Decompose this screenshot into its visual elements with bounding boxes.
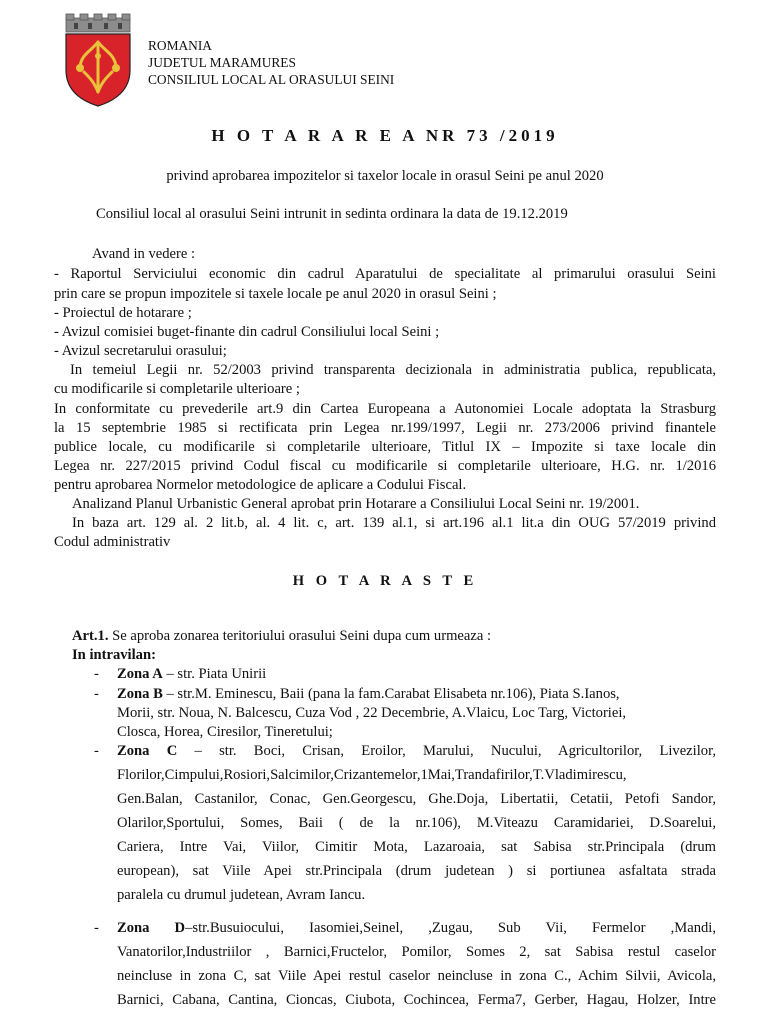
zone-c-line5: Cariera, Intre Vai, Viilor, Cimitir Mota, Lazaroaia, sat Sabisa str.Principala (drum (117, 839, 716, 855)
conformity-line3: publice locale, cu modificarile si completarile ulterioare, Titlul IX – Impozite si taxe locale din (54, 439, 716, 455)
zone-b-line2: Morii, str. Noua, N. Balcescu, Cuza Vod , 22 Decembrie, A.Vlaicu, Loc Targ, Victoriei, (117, 705, 627, 721)
header-country: ROMANIA (148, 38, 212, 53)
zone-a-label: Zona A (117, 666, 163, 682)
document-subtitle: privind aprobarea impozitelor si taxelor locale in orasul Seini pe anul 2020 (166, 168, 604, 184)
article-1-label: Art.1. (72, 628, 109, 644)
zone-a: Zona A – str. Piata Unirii (117, 666, 267, 682)
zone-d-line2: Vanatorilor,Industriilor , Barnici,Fructelor, Pomilor, Somes 2, sat Sabisa restul caselor (117, 944, 716, 960)
zone-c-line1: Zona C – str. Boci, Crisan, Eroilor, Marului, Nucului, Agricultorilor, Livezilor, (117, 743, 716, 759)
zone-b-label: Zona B (117, 686, 163, 702)
preamble-commission: - Avizul comisiei buget-finante din cadrul Consiliului local Seini ; (54, 324, 440, 340)
zone-c-label: Zona C (117, 743, 178, 759)
zone-c-line2: Florilor,Cimpului,Rosiori,Salcimilor,Crizantemelor,1Mai,Trandafirilor,T.Vladimirescu, (117, 767, 627, 783)
zone-a-bullet: - (94, 666, 99, 682)
zone-d-label: Zona D (117, 920, 186, 936)
zone-b-line3: Closca, Horea, Ciresilor, Tineretului; (117, 724, 333, 740)
article-1 (72, 628, 491, 645)
zone-b-bullet: - (94, 686, 99, 702)
urban-plan-line: Analizand Planul Urbanistic General aprobat prin Hotarare a Consiliului Local Seini nr. 19/2001. (72, 496, 640, 512)
coat-of-arms-icon (60, 12, 136, 108)
intro-paragraph: Consiliul local al orasului Seini intrunit in sedinta ordinara la data de 19.12.2019 (96, 206, 568, 222)
conformity-line4: Legea nr. 227/2015 privind Codul fiscal cu modificarile si completarile ulterioare, H.G. nr. 1/2016 (54, 458, 716, 474)
zone-d-line4: Barnici, Cabana, Cantina, Cioncas, Ciubota, Cochincea, Ferma7, Gerber, Hagau, Holzer, Intre (117, 992, 716, 1008)
conformity-line5: pentru aprobarea Normelor metodologice de aplicare a Codului Fiscal. (54, 477, 467, 493)
legal-basis-line2: cu modificarile si completarile ulterioare ; (54, 381, 300, 397)
basis-line2: Codul administrativ (54, 534, 171, 550)
preamble-project: - Proiectul de hotarare ; (54, 305, 192, 321)
zone-b-line1: Zona B – str.M. Eminescu, Baii (pana la fam.Carabat Elisabeta nr.106), Piata S.Ianos, (117, 686, 620, 702)
zone-d-bullet: - (94, 920, 99, 936)
article-1-text: Se aproba zonarea teritoriului orasului Seini dupa cum urmeaza : (108, 628, 492, 644)
preamble-secretary: - Avizul secretarului orasului; (54, 343, 227, 359)
zone-d-line3: neincluse in zona C, sat Viile Apei restul caselor neincluse in zona C., Achim Silvii, Avicola, (117, 968, 716, 984)
zone-d-line1: Zona D–str.Busuiocului, Iasomiei,Seinel, ,Zugau, Sub Vii, Fermelor ,Mandi, (117, 920, 716, 936)
header-county: JUDETUL MARAMURES (148, 55, 296, 70)
intravilan-heading: In intravilan: (72, 647, 156, 663)
zone-c-bullet: - (94, 743, 99, 759)
legal-basis-line1: In temeiul Legii nr. 52/2003 privind transparenta decizionala in administratia publica, republicata, (70, 362, 716, 378)
zone-c-line6: european), sat Viile Apei str.Principala (drum judetean ) si portiunea asfaltata strada (117, 863, 716, 879)
zone-c-line3: Gen.Balan, Castanilor, Conac, Gen.Georgescu, Ghe.Doja, Libertatii, Cetatii, Petofi Sandor, (117, 791, 716, 807)
institution-header (148, 37, 394, 88)
preamble-heading: Avand in vedere : (92, 246, 196, 262)
basis-line1: In baza art. 129 al. 2 lit.b, al. 4 lit. c, art. 139 al.1, si art.196 al.1 lit.a din OUG 57/2019 privind (72, 515, 716, 531)
preamble-report-line2: prin care se propun impozitele si taxele locale pe anul 2020 in orasul Seini ; (54, 286, 497, 302)
zone-c-line7: paralela cu drumul judetean, Avram Iancu. (117, 887, 366, 903)
preamble-report-line1: - Raportul Serviciului economic din cadrul Aparatului de specialitate al primarului orasului Seini (54, 266, 716, 282)
decision-heading: H O T A R A S T E (292, 573, 478, 589)
conformity-line2: la 15 septembrie 1985 si rectificata prin Legea nr.199/1997, Legii nr. 273/2006 privind finantele (54, 420, 716, 436)
header-council: CONSILIUL LOCAL AL ORASULUI SEINI (148, 72, 395, 87)
zone-c-line4: Olarilor,Sportului, Somes, Baii ( de la nr.106), M.Viteazu Caramidariei, D.Soarelui, (117, 815, 716, 831)
document-title: H O T A R A R E A NR 73 /2019 (211, 126, 559, 145)
conformity-line1: In conformitate cu prevederile art.9 din Cartea Europeana a Autonomiei Locale adoptata la Strasburg (54, 401, 716, 417)
